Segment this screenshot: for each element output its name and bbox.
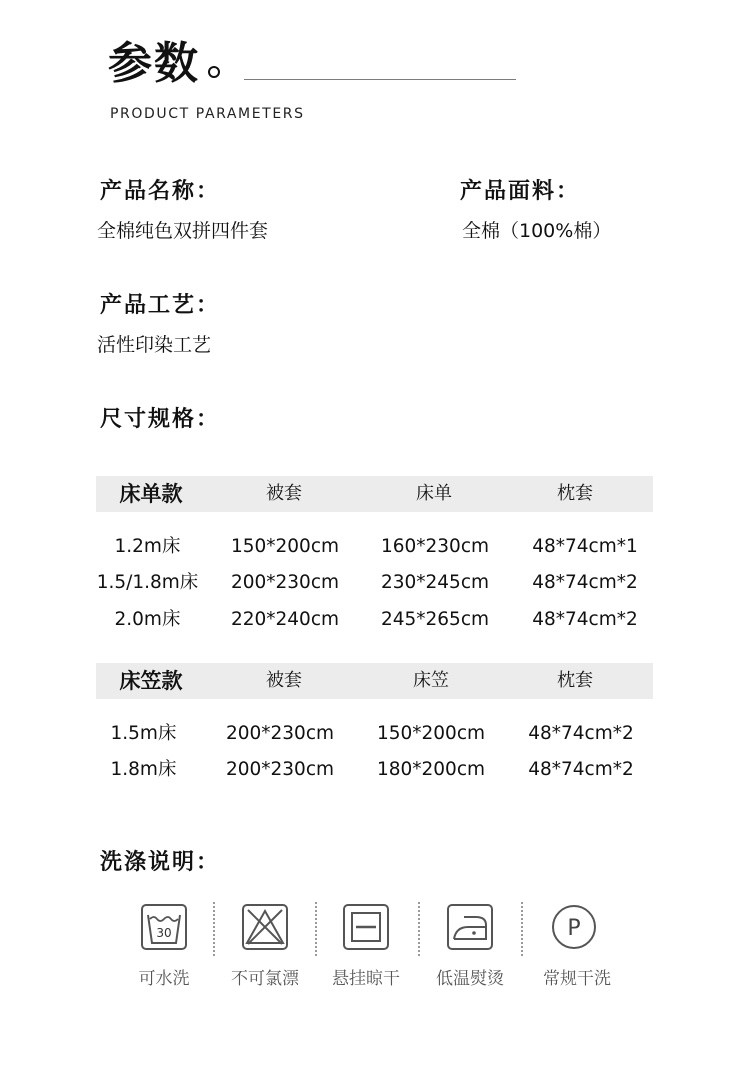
sheet-table-header — [96, 476, 653, 512]
dry-clean-p-icon — [550, 903, 598, 951]
sheet-header-cell: 枕套 — [557, 483, 593, 504]
fitted-header-cell: 枕套 — [557, 670, 593, 691]
sheet-header-cell: 床单 — [416, 483, 452, 504]
table-cell: 1.2m床 — [114, 536, 181, 557]
fitted-table-header — [96, 663, 653, 699]
wash-label-text: 悬挂晾干 — [332, 969, 400, 989]
table-cell: 180*200cm — [376, 759, 486, 780]
table-cell: 200*230cm — [225, 723, 335, 744]
wash-label-text: 不可氯漂 — [231, 969, 299, 989]
product-name-label: 产品名称： — [100, 179, 221, 204]
table-cell: 48*74cm*2 — [528, 723, 634, 744]
product-name-value: 全棉纯色双拼四件套 — [97, 220, 269, 242]
table-cell: 1.5m床 — [110, 723, 177, 744]
wash-label-text: 常规干洗 — [543, 969, 611, 989]
table-cell: 245*265cm — [380, 609, 490, 630]
table-cell: 160*230cm — [380, 536, 490, 557]
separator — [315, 902, 317, 956]
page-subtitle: PRODUCT PARAMETERS — [110, 106, 305, 122]
wash-30-icon — [140, 903, 188, 951]
table-cell: 1.5/1.8m床 — [96, 572, 199, 593]
wash-label-text: 可水洗 — [138, 969, 190, 989]
page-title: 参数 — [108, 38, 200, 89]
table-cell: 150*200cm — [376, 723, 486, 744]
title-divider — [244, 79, 516, 80]
table-cell: 1.8m床 — [110, 759, 177, 780]
product-fabric-value: 全棉（100%棉） — [462, 220, 612, 242]
sheet-header-cell: 被套 — [266, 483, 302, 504]
separator — [213, 902, 215, 956]
fitted-header-cell: 被套 — [266, 670, 302, 691]
wash-label-text: 低温熨烫 — [436, 969, 504, 989]
table-cell: 48*74cm*1 — [532, 536, 638, 557]
table-cell: 2.0m床 — [114, 609, 181, 630]
product-craft-value: 活性印染工艺 — [97, 334, 212, 356]
table-cell: 48*74cm*2 — [532, 609, 638, 630]
table-cell: 230*245cm — [380, 572, 490, 593]
title-dot — [208, 66, 220, 78]
wash-temp-text: 30 — [156, 926, 172, 940]
washing-label: 洗涤说明： — [100, 850, 221, 875]
table-cell: 48*74cm*2 — [528, 759, 634, 780]
dry-clean-letter: P — [567, 916, 581, 941]
separator — [521, 902, 523, 956]
table-cell: 200*230cm — [230, 572, 340, 593]
sheet-header-cell: 床单款 — [119, 482, 183, 506]
no-bleach-icon — [241, 903, 289, 951]
low-iron-icon — [446, 903, 494, 951]
table-cell: 220*240cm — [230, 609, 340, 630]
table-cell: 200*230cm — [225, 759, 335, 780]
table-cell: 150*200cm — [230, 536, 340, 557]
separator — [418, 902, 420, 956]
size-spec-label: 尺寸规格： — [100, 407, 221, 432]
fitted-header-cell: 床笠 — [413, 670, 449, 691]
fitted-header-cell: 床笠款 — [119, 669, 183, 693]
product-craft-label: 产品工艺： — [100, 293, 221, 318]
hang-dry-icon — [342, 903, 390, 951]
product-fabric-label: 产品面料： — [460, 179, 581, 204]
table-cell: 48*74cm*2 — [532, 572, 638, 593]
